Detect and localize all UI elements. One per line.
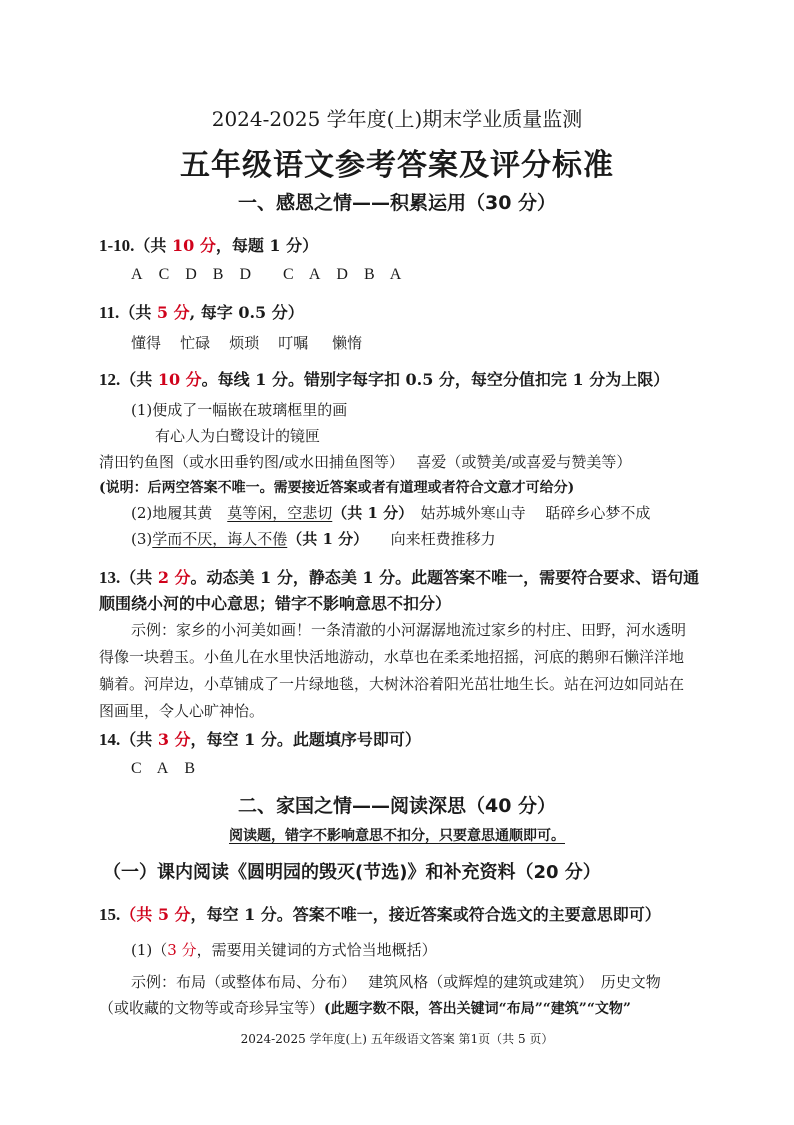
q12-line-5: (3)学而不厌，诲人不倦（共 1 分） 向来枉费推移力 [131, 530, 496, 548]
question-number: 13. [99, 568, 121, 587]
question-number: 12. [99, 370, 121, 389]
page-footer: 2024-2025 学年度(上) 五年级语文答案 第1页（共 5 页） [240, 1032, 554, 1046]
q11-header: 11.（共 5 分, 每字 0.5 分） [99, 303, 304, 322]
points-value: 5 分 [156, 303, 190, 322]
answer: 懒惰 [332, 334, 363, 352]
q15-example-line-2: （或收藏的文物等或奇珍异宝等）(此题字数不限，答出关键词“布局”“建筑”“文物” [99, 999, 631, 1017]
q13-header-cont: 顺围绕小河的中心意思；错字不影响意思不扣分） [99, 594, 452, 613]
q12-line-2: 有心人为白鹭设计的镜匣 [155, 427, 321, 445]
answer: A [131, 266, 143, 283]
answer: 懂得 [131, 334, 162, 352]
section-2-note-wrap [0, 825, 794, 845]
answer: 烦琐 [229, 334, 260, 352]
subsection-1-title: （一）课内阅读《圆明园的毁灭(节选)》和补充资料（20 分） [103, 862, 601, 883]
answer: B [363, 266, 375, 283]
q1-10-answers [131, 266, 401, 284]
points-value: 3 分 [157, 730, 191, 749]
q12-line-1: (1)便成了一幅嵌在玻璃框里的画 [131, 401, 348, 419]
exam-subtitle: 2024-2025 学年度(上)期末学业质量监测 [211, 107, 583, 131]
q12-line-3: 清田钓鱼图（或水田垂钓图/或水田捕鱼图等） 喜爱（或赞美/或喜爱与赞美等） [99, 453, 632, 471]
underlined-answer: 莫等闲，空悲切 [227, 504, 333, 522]
answer: A [389, 266, 402, 283]
q15-header: 15.（共 5 分，每空 1 分。答案不唯一，接近答案或符合选文的主要意思即可） [99, 905, 661, 924]
q13-header: 13.（共 2 分。动态美 1 分，静态美 1 分。此题答案不唯一，需要符合要求、语句通 [99, 568, 700, 587]
answer: B [184, 760, 196, 777]
answer: B [212, 266, 224, 283]
q13-example: 示例：家乡的小河美如画！一条清澈的小河潺潺地流过家乡的村庄、田野，河水透明得像一块碧玉。小鱼儿在水里快活地游动，水草也在柔柔地招摇，河底的鹅卵石懒洋洋地躺着。河岸边，小草铺成了一片绿地毯，大树沐浴着阳光茁壮地生长。站在河边如同站在图画里，令人心旷神怡。 [99, 621, 687, 720]
q15-example-line-1: 示例：布局（或整体布局、分布） 建筑风格（或辉煌的建筑或建筑） 历史文物 [131, 973, 661, 991]
q1-10-header: 1-10.（共 10 分，每题 1 分） [99, 236, 319, 255]
answer: A [156, 760, 169, 777]
question-number: 11. [99, 303, 120, 322]
section-2-note: 阅读题，错字不影响意思不扣分，只要意思通顺即可。 [229, 828, 565, 844]
answer: D [239, 266, 252, 283]
q14-answers [131, 760, 195, 778]
points-value: 10 分 [172, 236, 216, 255]
question-number: 14. [99, 730, 121, 749]
underlined-answer: 学而不厌，诲人不倦 [152, 530, 288, 548]
question-number: 1-10. [99, 236, 135, 255]
question-number: 15. [99, 905, 121, 924]
q14-header: 14.（共 3 分，每空 1 分。此题填序号即可） [99, 730, 421, 749]
answer: 忙碌 [180, 334, 211, 352]
points-value: 3 分 [167, 941, 197, 959]
section-2-title: 二、家国之情——阅读深思（40 分） [237, 795, 557, 817]
section-1-title: 一、感恩之情——积累运用（30 分） [237, 192, 557, 214]
answer: A [308, 266, 321, 283]
page-title: 五年级语文参考答案及评分标准 [180, 148, 614, 183]
points-value: 10 分 [157, 370, 202, 389]
answer: C [131, 760, 142, 777]
q15-part-1: (1)（3 分，需要用关键词的方式恰当地概括） [131, 941, 437, 959]
q12-line-4: (2)地履其黄 莫等闲，空悲切（共 1 分） 姑苏城外寒山寺 聒碎乡心梦不成 [131, 504, 651, 522]
answer: 叮嘱 [278, 334, 309, 352]
answer: D [185, 266, 197, 283]
answer: D [336, 266, 348, 283]
points-value: （共 5 分 [120, 905, 191, 924]
answer: C [158, 266, 170, 283]
points-value: 2 分 [157, 568, 191, 587]
answer: C [283, 266, 294, 283]
q12-note: (说明：后两空答案不唯一。需要接近答案或者有道理或者符合文意才可给分) [99, 480, 575, 496]
q12-header: 12.（共 10 分。每线 1 分。错别字每字扣 0.5 分，每空分值扣完 1 分为上限） [99, 370, 670, 389]
q11-answers [131, 332, 362, 353]
